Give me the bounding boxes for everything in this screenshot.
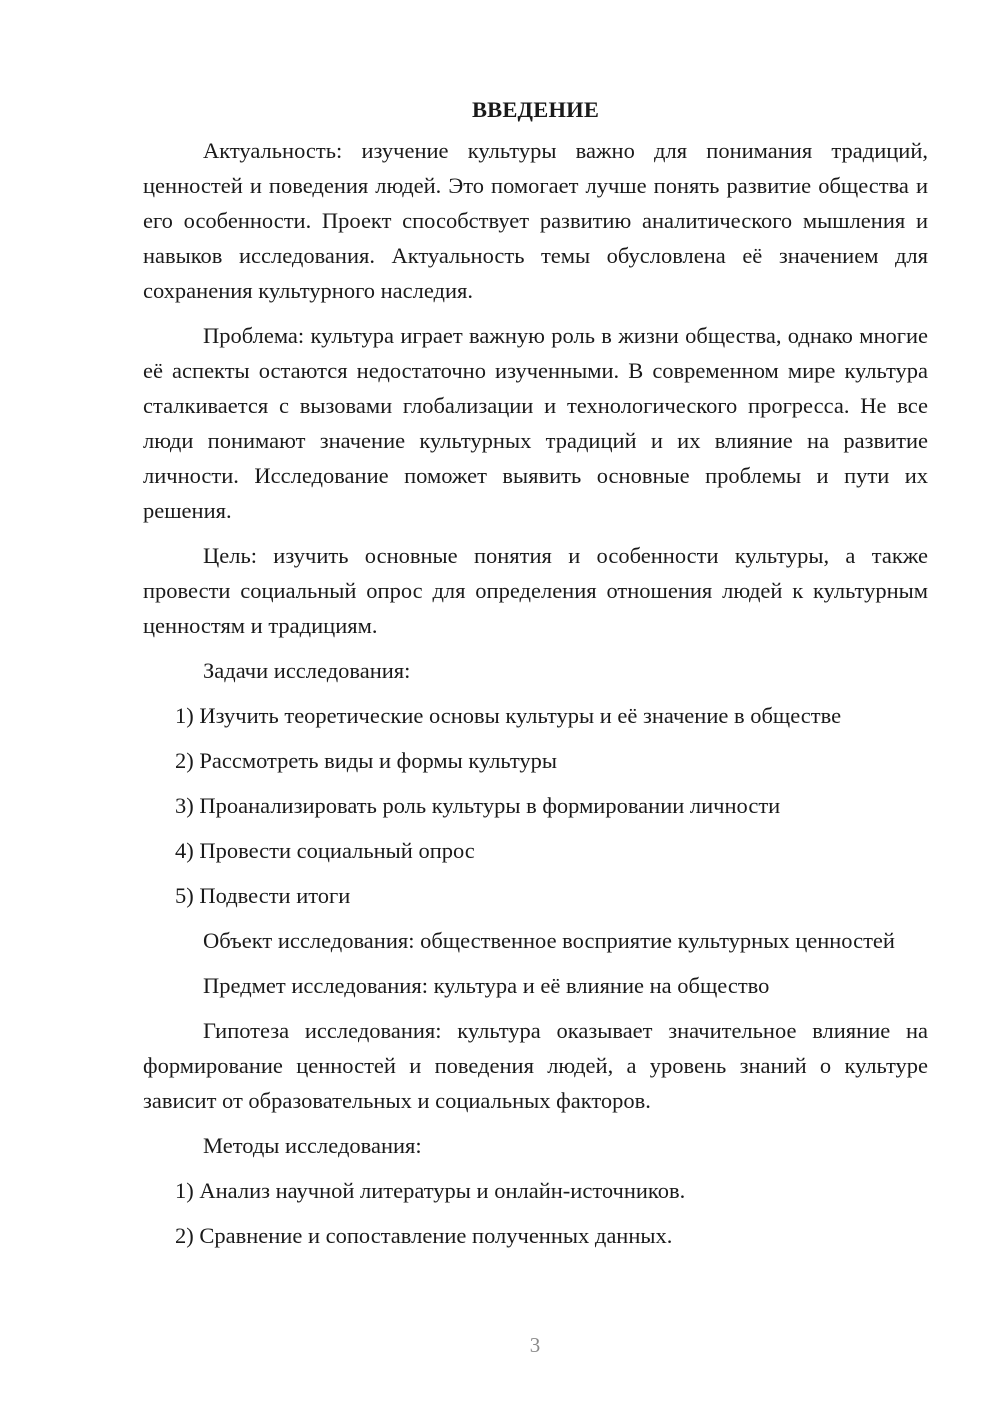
page-title: ВВЕДЕНИЕ <box>471 97 600 122</box>
tasks-list <box>143 698 928 913</box>
goal-paragraph: Цель: изучить основные понятия и особенности культуры, а также провести социальный опрос для определения отношения людей к культурным ценностям и традициям. <box>143 543 928 638</box>
methods-heading: Методы исследования: <box>203 1133 422 1158</box>
list-item: 5) Подвести итоги <box>175 883 351 908</box>
list-item: 3) Проанализировать роль культуры в формировании личности <box>175 793 781 818</box>
hypothesis-paragraph: Гипотеза исследования: культура оказывает значительное влияние на формирование ценностей и поведения людей, а уровень знаний о культуре зависит от образовательных и социальных факторов. <box>143 1018 928 1113</box>
list-item: 4) Провести социальный опрос <box>175 838 475 863</box>
methods-list <box>143 1173 928 1253</box>
tasks-heading: Задачи исследования: <box>203 658 411 683</box>
list-item: 1) Анализ научной литературы и онлайн-источников. <box>175 1178 686 1203</box>
subject-paragraph: Предмет исследования: культура и её влияние на общество <box>203 973 770 998</box>
list-item: 2) Рассмотреть виды и формы культуры <box>175 748 557 773</box>
list-item: 1) Изучить теоретические основы культуры и её значение в обществе <box>175 703 842 728</box>
relevance-paragraph: Актуальность: изучение культуры важно для понимания традиций, ценностей и поведения людей. Это помогает лучше понять развитие общества и его особенности. Проект способствует развитию аналитического мышления и навыков исследования. Актуальность темы обусловлена её значением для сохранения культурного наследия. <box>143 138 928 303</box>
object-paragraph: Объект исследования: общественное восприятие культурных ценностей <box>203 928 895 953</box>
list-item: 2) Сравнение и сопоставление полученных данных. <box>175 1223 673 1248</box>
page-number: 3 <box>529 1333 541 1357</box>
problem-paragraph: Проблема: культура играет важную роль в жизни общества, однако многие её аспекты остаются недостаточно изученными. В современном мире культура сталкивается с вызовами глобализации и технологического прогресса. Не все люди понимают значение культурных традиций и их влияние на развитие личности. Исследование поможет выявить основные проблемы и пути их решения. <box>143 323 928 523</box>
document-page <box>143 92 928 1263</box>
